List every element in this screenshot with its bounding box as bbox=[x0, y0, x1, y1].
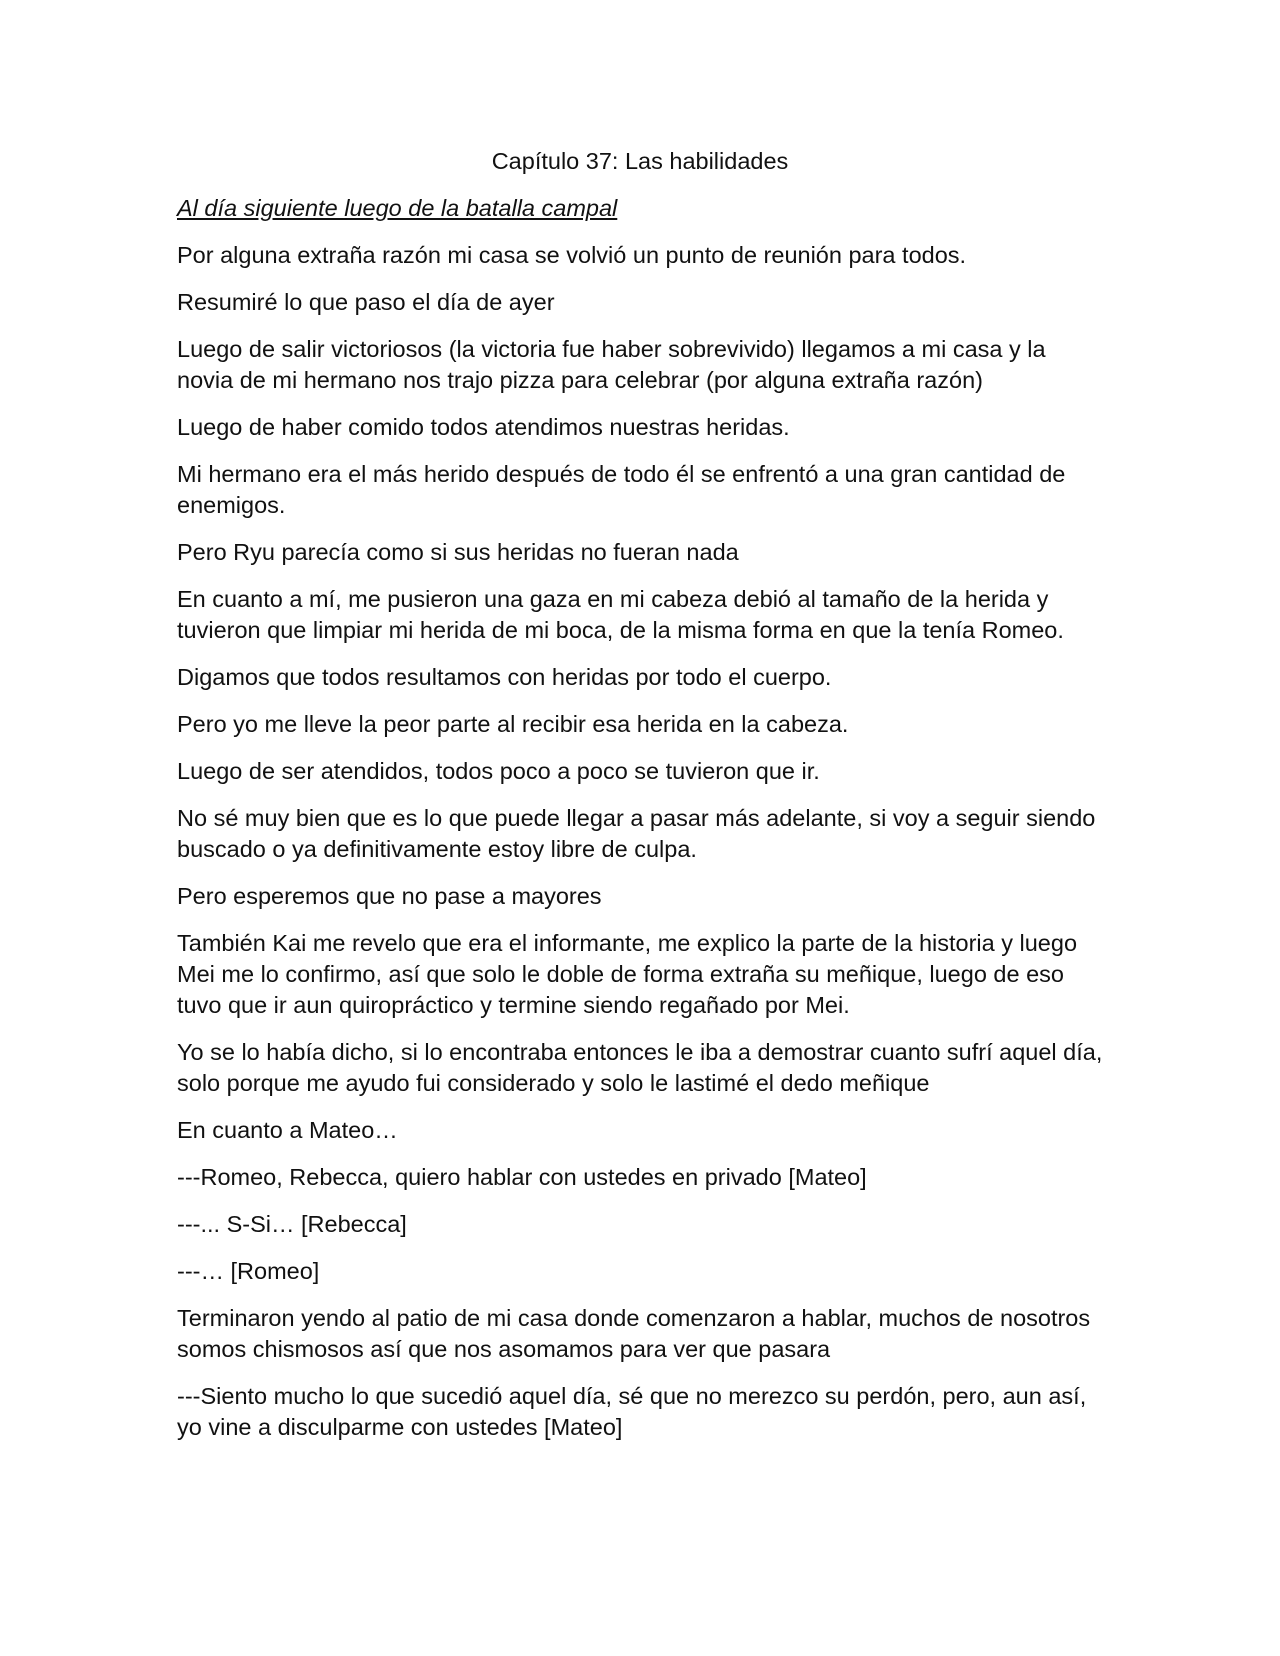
paragraph: Pero yo me lleve la peor parte al recibir esa herida en la cabeza. bbox=[177, 711, 849, 737]
chapter-subtitle: Al día siguiente luego de la batalla campal bbox=[177, 195, 618, 221]
chapter-title: Capítulo 37: Las habilidades bbox=[491, 148, 789, 174]
paragraph: Mi hermano era el más herido después de todo él se enfrentó a una gran cantidad de enemigos. bbox=[177, 461, 1066, 518]
paragraph: Luego de salir victoriosos (la victoria fue haber sobrevivido) llegamos a mi casa y la novia de mi hermano nos trajo pizza para celebrar (por alguna extraña razón) bbox=[177, 336, 1046, 393]
paragraph: Pero Ryu parecía como si sus heridas no fueran nada bbox=[177, 539, 739, 565]
paragraph: En cuanto a mí, me pusieron una gaza en mi cabeza debió al tamaño de la herida y tuvieron que limpiar mi herida de mi boca, de la misma forma en que la tenía Romeo. bbox=[177, 586, 1064, 643]
dialogue-line: ---… [Romeo] bbox=[177, 1258, 320, 1284]
paragraph: Digamos que todos resultamos con heridas por todo el cuerpo. bbox=[177, 664, 832, 690]
paragraph: En cuanto a Mateo… bbox=[177, 1117, 398, 1143]
paragraph: Yo se lo había dicho, si lo encontraba entonces le iba a demostrar cuanto sufrí aquel día, solo porque me ayudo fui considerado y solo le lastimé el dedo meñique bbox=[177, 1039, 1103, 1096]
paragraph: También Kai me revelo que era el informante, me explico la parte de la historia y luego Mei me lo confirmo, así que solo le doble de forma extraña su meñique, luego de eso tuvo que ir aun quiropráctico y termine siendo regañado por Mei. bbox=[177, 930, 1078, 1018]
paragraph: Por alguna extraña razón mi casa se volvió un punto de reunión para todos. bbox=[177, 242, 967, 268]
paragraph: Resumiré lo que paso el día de ayer bbox=[177, 289, 555, 315]
paragraph: No sé muy bien que es lo que puede llegar a pasar más adelante, si voy a seguir siendo buscado o ya definitivamente estoy libre de culpa. bbox=[177, 805, 1096, 862]
dialogue-line: ---Romeo, Rebecca, quiero hablar con ustedes en privado [Mateo] bbox=[177, 1164, 867, 1190]
paragraph: Luego de ser atendidos, todos poco a poco se tuvieron que ir. bbox=[177, 758, 820, 784]
document-body bbox=[177, 240, 1107, 1459]
paragraph: Pero esperemos que no pase a mayores bbox=[177, 883, 602, 909]
paragraph: Luego de haber comido todos atendimos nuestras heridas. bbox=[177, 414, 790, 440]
paragraph: Terminaron yendo al patio de mi casa donde comenzaron a hablar, muchos de nosotros somos chismosos así que nos asomamos para ver que pasara bbox=[177, 1305, 1091, 1362]
dialogue-line: ---Siento mucho lo que sucedió aquel día, sé que no merezco su perdón, pero, aun así, yo vine a disculparme con ustedes [Mateo] bbox=[177, 1383, 1087, 1440]
dialogue-line: ---... S-Si… [Rebecca] bbox=[177, 1211, 407, 1237]
